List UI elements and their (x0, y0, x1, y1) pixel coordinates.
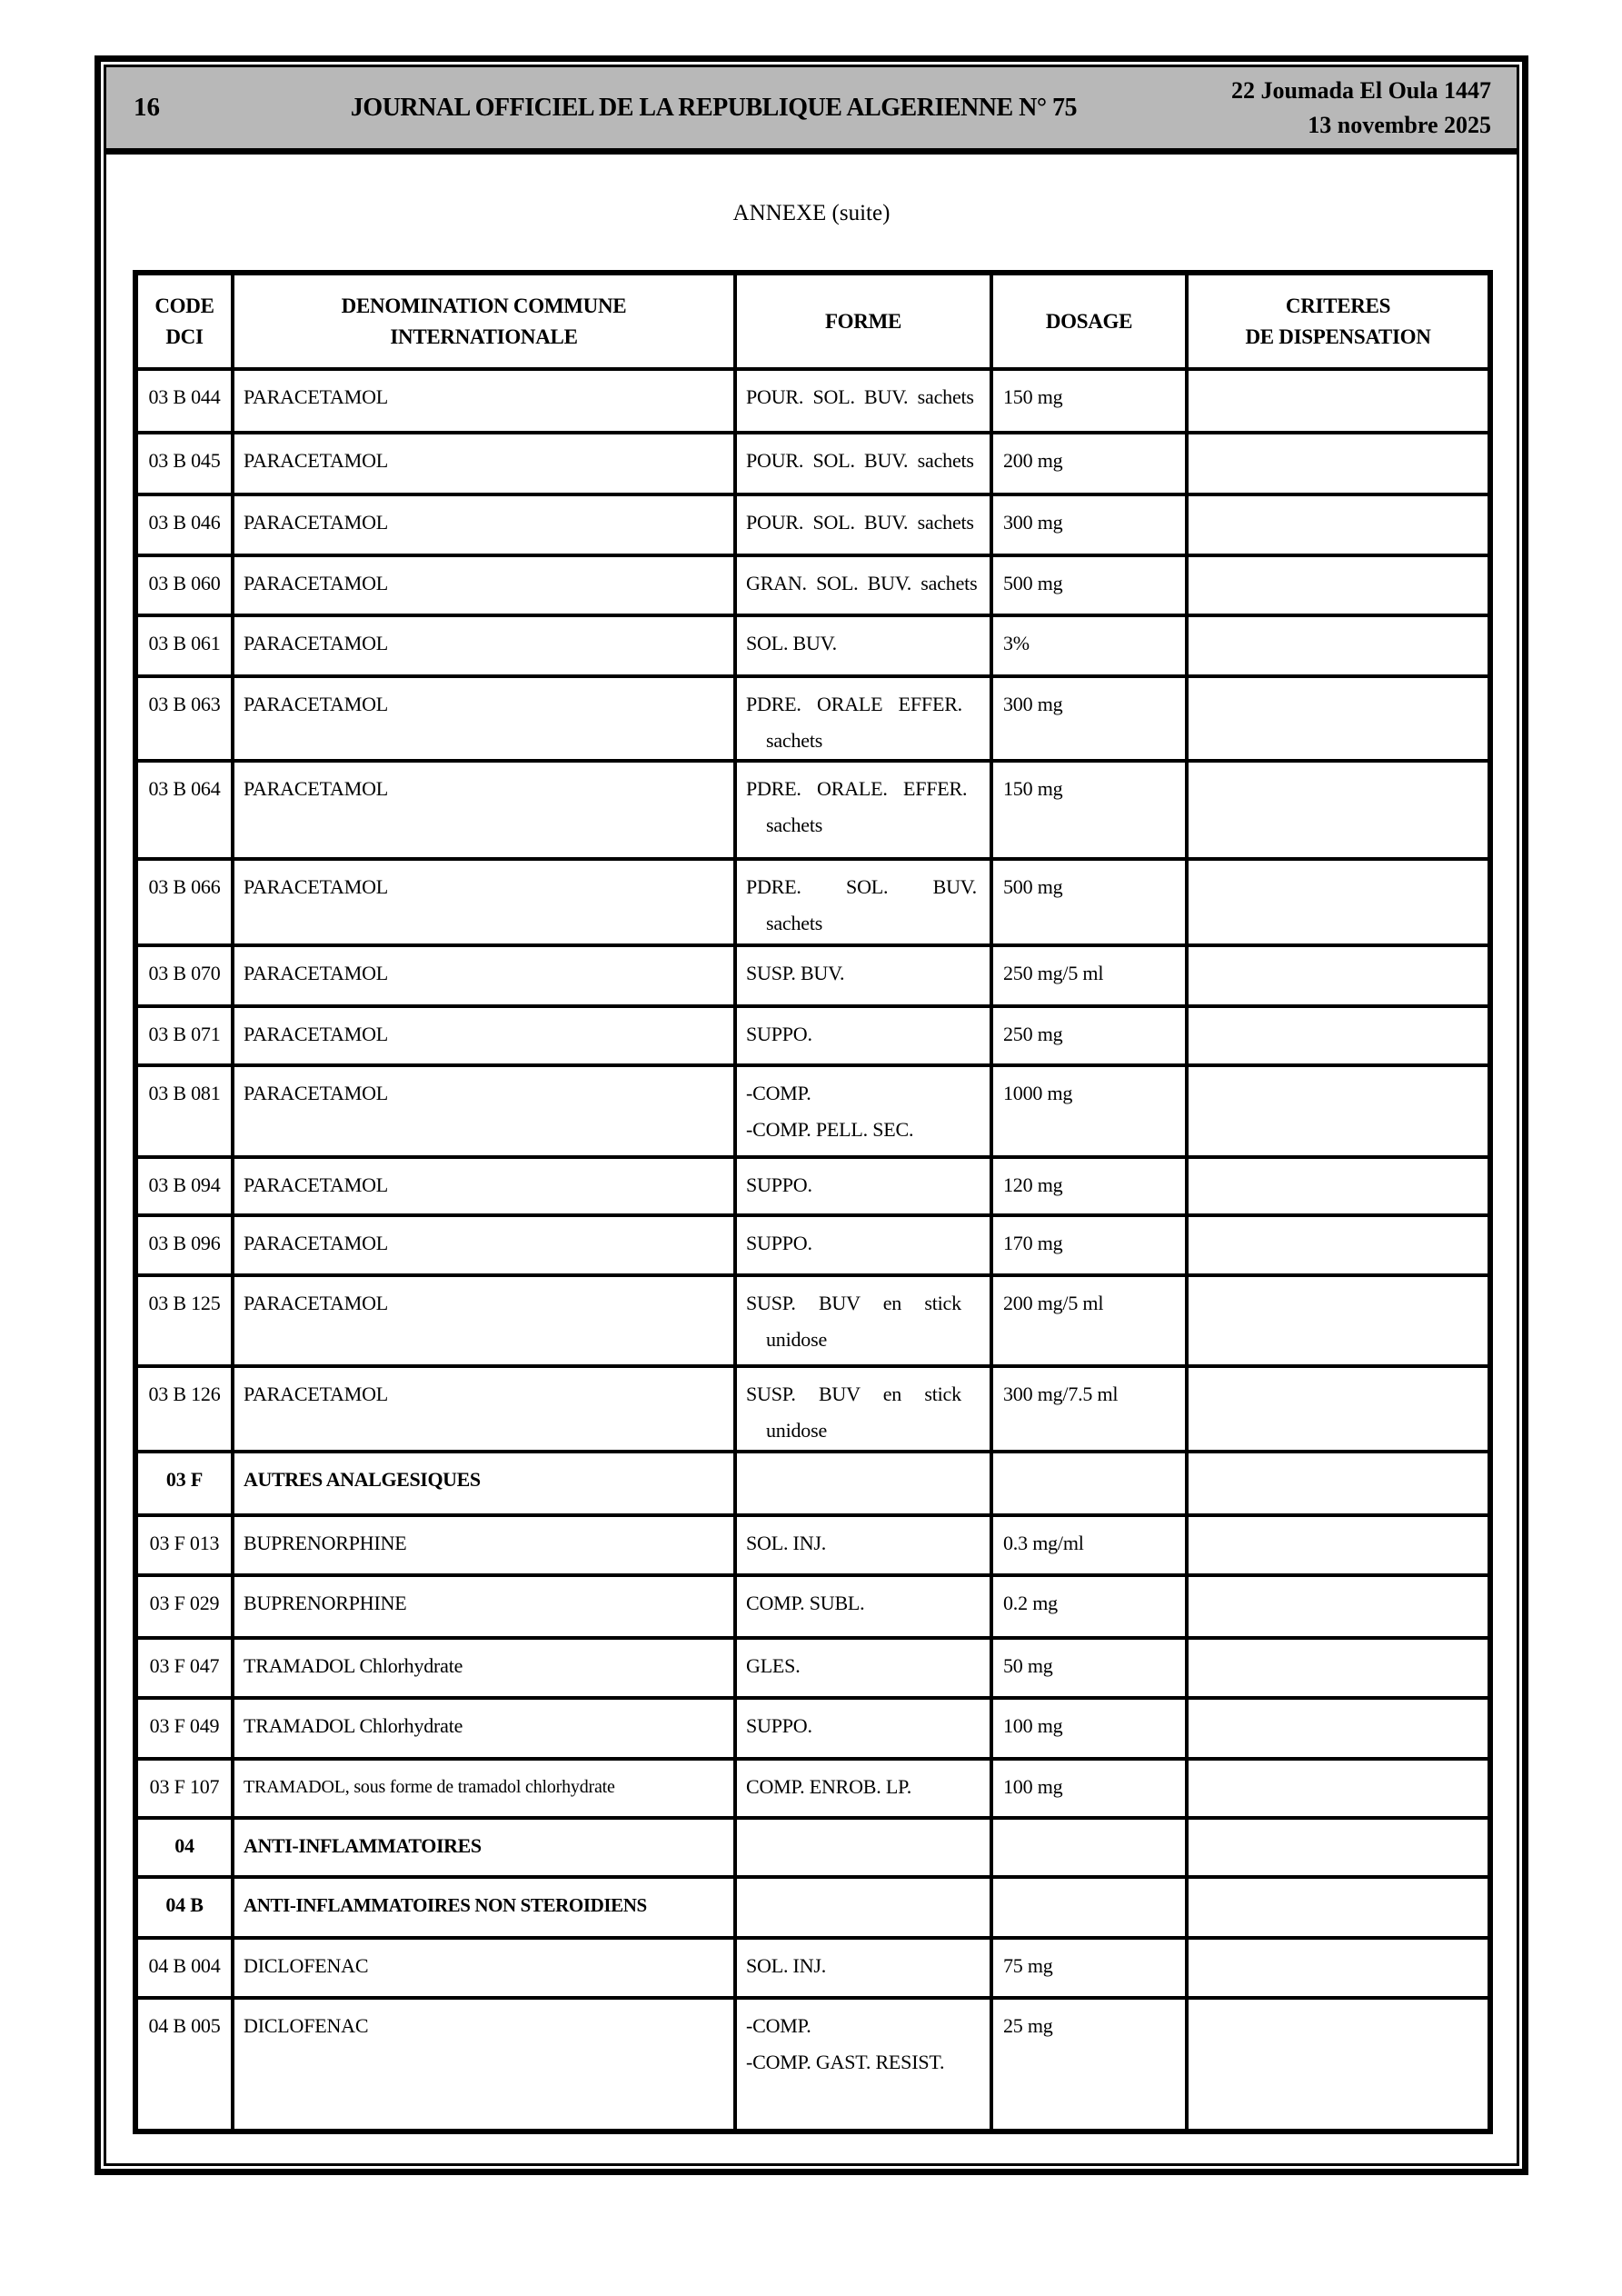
code-cell: 03 B 126 (135, 1366, 233, 1452)
dosage-cell: 300 mg (991, 494, 1187, 555)
criteres-cell (1187, 1215, 1490, 1275)
header-code: CODE DCI (135, 273, 233, 369)
forme-cell: SUSP. BUV. (735, 945, 991, 1006)
code-cell: 03 B 046 (135, 494, 233, 555)
forme-cell: SOL. BUV. (735, 615, 991, 676)
table-row (135, 555, 1490, 615)
dosage-cell: 250 mg/5 ml (991, 945, 1187, 1006)
page-frame-inner (104, 65, 1519, 2166)
table-row (135, 761, 1490, 859)
criteres-cell (1187, 555, 1490, 615)
criteres-cell (1187, 1759, 1490, 1818)
denomination-cell: PARACETAMOL (233, 1065, 735, 1157)
dosage-cell: 3% (991, 615, 1187, 676)
criteres-cell (1187, 494, 1490, 555)
dosage-cell: 1000 mg (991, 1065, 1187, 1157)
criteres-cell (1187, 1065, 1490, 1157)
forme-cell: PDRE. SOL. BUV. sachets (735, 859, 991, 945)
code-cell: 03 B 094 (135, 1157, 233, 1215)
denomination-cell: PARACETAMOL (233, 555, 735, 615)
dosage-cell: 100 mg (991, 1698, 1187, 1759)
table-row (135, 494, 1490, 555)
forme-cell: COMP. SUBL. (735, 1575, 991, 1638)
code-cell: 03 F (135, 1452, 233, 1515)
denomination-cell: PARACETAMOL (233, 1215, 735, 1275)
denomination-cell: PARACETAMOL (233, 945, 735, 1006)
criteres-cell (1187, 1638, 1490, 1698)
criteres-cell (1187, 1698, 1490, 1759)
criteres-cell (1187, 676, 1490, 761)
forme-cell: -COMP. -COMP. GAST. RESIST. (735, 1998, 991, 2131)
code-cell: 03 B 066 (135, 859, 233, 945)
denomination-cell: DICLOFENAC (233, 1998, 735, 2131)
denomination-cell: PARACETAMOL (233, 1006, 735, 1065)
forme-cell (735, 1818, 991, 1877)
section-row (135, 1818, 1490, 1877)
table-row (135, 1215, 1490, 1275)
dosage-cell: 0.3 mg/ml (991, 1515, 1187, 1575)
table-row (135, 1006, 1490, 1065)
forme-cell: SUSP. BUV en stick unidose (735, 1275, 991, 1366)
dosage-cell: 150 mg (991, 369, 1187, 433)
criteres-cell (1187, 1275, 1490, 1366)
forme-cell: SOL. INJ. (735, 1515, 991, 1575)
dosage-cell: 50 mg (991, 1638, 1187, 1698)
denomination-cell: PARACETAMOL (233, 433, 735, 494)
dosage-cell: 0.2 mg (991, 1575, 1187, 1638)
criteres-cell (1187, 1157, 1490, 1215)
dosage-cell: 200 mg/5 ml (991, 1275, 1187, 1366)
code-cell: 03 B 081 (135, 1065, 233, 1157)
denomination-cell: AUTRES ANALGESIQUES (233, 1452, 735, 1515)
forme-cell: SUSP. BUV en stick unidose (735, 1366, 991, 1452)
denomination-cell: PARACETAMOL (233, 494, 735, 555)
forme-cell: POUR. SOL. BUV. sachets (735, 433, 991, 494)
forme-cell: SUPPO. (735, 1006, 991, 1065)
code-cell: 03 B 045 (135, 433, 233, 494)
denomination-cell: TRAMADOL Chlorhydrate (233, 1638, 735, 1698)
code-cell: 03 F 047 (135, 1638, 233, 1698)
criteres-cell (1187, 433, 1490, 494)
code-cell: 04 (135, 1818, 233, 1877)
dosage-cell: 25 mg (991, 1998, 1187, 2131)
dosage-cell: 200 mg (991, 433, 1187, 494)
criteres-cell (1187, 1575, 1490, 1638)
denomination-cell: PARACETAMOL (233, 1366, 735, 1452)
criteres-cell (1187, 1452, 1490, 1515)
annexe-title: ANNEXE (suite) (732, 201, 891, 225)
forme-cell: POUR. SOL. BUV. sachets (735, 494, 991, 555)
forme-cell: GLES. (735, 1638, 991, 1698)
dosage-cell: 120 mg (991, 1157, 1187, 1215)
annexe-table (133, 270, 1493, 2134)
table-row (135, 1575, 1490, 1638)
table-row (135, 433, 1490, 494)
denomination-cell: TRAMADOL Chlorhydrate (233, 1698, 735, 1759)
table-row (135, 945, 1490, 1006)
table-row (135, 1698, 1490, 1759)
dosage-cell: 100 mg (991, 1759, 1187, 1818)
denomination-cell: BUPRENORPHINE (233, 1515, 735, 1575)
table-row (135, 859, 1490, 945)
table-row (135, 369, 1490, 433)
table-row (135, 676, 1490, 761)
criteres-cell (1187, 1366, 1490, 1452)
table-row (135, 1638, 1490, 1698)
table-row (135, 1157, 1490, 1215)
table-row (135, 1065, 1490, 1157)
code-cell: 03 B 096 (135, 1215, 233, 1275)
section-row (135, 1452, 1490, 1515)
code-cell: 03 B 064 (135, 761, 233, 859)
denomination-cell: TRAMADOL, sous forme de tramadol chlorhydrate (233, 1759, 735, 1818)
code-cell: 04 B 005 (135, 1998, 233, 2131)
table-row (135, 615, 1490, 676)
denomination-cell: ANTI-INFLAMMATOIRES NON STEROIDIENS (233, 1877, 735, 1938)
code-cell: 04 B 004 (135, 1938, 233, 1998)
forme-cell: -COMP. -COMP. PELL. SEC. (735, 1065, 991, 1157)
date-gregorian: 13 novembre 2025 (1308, 111, 1491, 138)
forme-cell: GRAN. SOL. BUV. sachets (735, 555, 991, 615)
denomination-cell: DICLOFENAC (233, 1938, 735, 1998)
code-cell: 03 F 107 (135, 1759, 233, 1818)
criteres-cell (1187, 1877, 1490, 1938)
code-cell: 03 F 013 (135, 1515, 233, 1575)
table-row (135, 1759, 1490, 1818)
denomination-cell: ANTI-INFLAMMATOIRES (233, 1818, 735, 1877)
denomination-cell: PARACETAMOL (233, 615, 735, 676)
journal-dates (1203, 74, 1517, 143)
forme-cell: SUPPO. (735, 1215, 991, 1275)
forme-cell: POUR. SOL. BUV. sachets (735, 369, 991, 433)
code-cell: 03 F 049 (135, 1698, 233, 1759)
dosage-cell: 500 mg (991, 555, 1187, 615)
criteres-cell (1187, 859, 1490, 945)
denomination-cell: PARACETAMOL (233, 859, 735, 945)
criteres-cell (1187, 369, 1490, 433)
dosage-cell (991, 1452, 1187, 1515)
dosage-cell (991, 1818, 1187, 1877)
criteres-cell (1187, 1998, 1490, 2131)
forme-cell (735, 1877, 991, 1938)
section-row (135, 1877, 1490, 1938)
header-forme: FORME (735, 273, 991, 369)
criteres-cell (1187, 945, 1490, 1006)
criteres-cell (1187, 1515, 1490, 1575)
dosage-cell: 150 mg (991, 761, 1187, 859)
code-cell: 03 B 044 (135, 369, 233, 433)
criteres-cell (1187, 1818, 1490, 1877)
forme-cell (735, 1452, 991, 1515)
page-frame (95, 55, 1528, 2175)
dosage-cell: 250 mg (991, 1006, 1187, 1065)
criteres-cell (1187, 761, 1490, 859)
code-cell: 03 B 063 (135, 676, 233, 761)
page-number: 16 (134, 93, 160, 122)
code-cell: 03 F 029 (135, 1575, 233, 1638)
dosage-cell: 300 mg (991, 676, 1187, 761)
header-criteres: CRITERES DE DISPENSATION (1187, 273, 1490, 369)
forme-cell: PDRE. ORALE. EFFER. sachets (735, 761, 991, 859)
forme-cell: SOL. INJ. (735, 1938, 991, 1998)
forme-cell: SUPPO. (735, 1157, 991, 1215)
criteres-cell (1187, 1006, 1490, 1065)
table-row (135, 1938, 1490, 1998)
dosage-cell (991, 1877, 1187, 1938)
denomination-cell: PARACETAMOL (233, 369, 735, 433)
dosage-cell: 170 mg (991, 1215, 1187, 1275)
code-cell: 03 B 060 (135, 555, 233, 615)
criteres-cell (1187, 1938, 1490, 1998)
table-row (135, 1998, 1490, 2131)
forme-cell: COMP. ENROB. LP. (735, 1759, 991, 1818)
denomination-cell: PARACETAMOL (233, 761, 735, 859)
header-dosage: DOSAGE (991, 273, 1187, 369)
forme-cell: PDRE. ORALE EFFER. sachets (735, 676, 991, 761)
dosage-cell: 300 mg/7.5 ml (991, 1366, 1187, 1452)
code-cell: 03 B 070 (135, 945, 233, 1006)
table-row (135, 1515, 1490, 1575)
code-cell: 04 B (135, 1877, 233, 1938)
denomination-cell: PARACETAMOL (233, 1157, 735, 1215)
dosage-cell: 75 mg (991, 1938, 1187, 1998)
date-hijri: 22 Joumada El Oula 1447 (1230, 76, 1491, 104)
table-row (135, 1366, 1490, 1452)
forme-cell: SUPPO. (735, 1698, 991, 1759)
header-row (135, 273, 1490, 369)
table-row (135, 1275, 1490, 1366)
code-cell: 03 B 071 (135, 1006, 233, 1065)
journal-title: JOURNAL OFFICIEL DE LA REPUBLIQUE ALGERIENNE N° 75 (350, 93, 1078, 122)
denomination-cell: BUPRENORPHINE (233, 1575, 735, 1638)
header-denomination: DENOMINATION COMMUNE INTERNATIONALE (233, 273, 735, 369)
code-cell: 03 B 125 (135, 1275, 233, 1366)
denomination-cell: PARACETAMOL (233, 676, 735, 761)
dosage-cell: 500 mg (991, 859, 1187, 945)
denomination-cell: PARACETAMOL (233, 1275, 735, 1366)
criteres-cell (1187, 615, 1490, 676)
masthead (106, 67, 1517, 155)
code-cell: 03 B 061 (135, 615, 233, 676)
